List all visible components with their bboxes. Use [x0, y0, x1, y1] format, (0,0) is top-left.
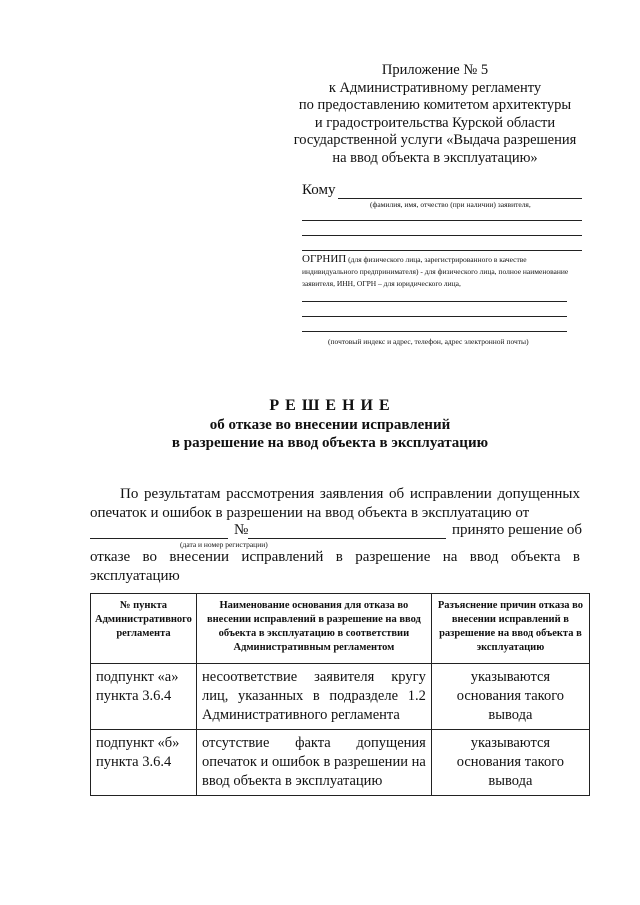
ogrnip-caption: [302, 254, 577, 290]
registration-caption: (дата и номер регистрации): [180, 540, 268, 549]
appendix-line: и градостроительства Курской области: [314, 114, 556, 131]
table-cell-explanation: указываются основания такого вывода: [431, 664, 589, 730]
number-sign: №: [234, 522, 249, 538]
appendix-line: государственной услуги «Выдача разрешения: [293, 132, 577, 148]
blank-line: [302, 220, 582, 221]
table-row: [91, 664, 590, 730]
table-cell-reason: несоответствие заявителя кругу лиц, указанных в подразделе 1.2 Административного регламента: [196, 664, 431, 730]
ogrnip-text: (для физического лица, зарегистрированного в качестве индивидуального предпринимателя) - для физического лица, полное наименование заявителя, ИНН, ОГРН – для юридического лица,: [302, 255, 569, 288]
accepted-text: принято решение об: [452, 522, 583, 538]
appendix-line: по предоставлению комитетом архитектуры: [298, 97, 572, 113]
column-header: Разъяснение причин отказа во внесении исправлений в разрешение на ввод объекта в эксплуатацию: [431, 594, 589, 664]
appendix-line: на ввод объекта в эксплуатацию»: [332, 149, 538, 166]
postal-caption: (почтовый индекс и адрес, телефон, адрес электронной почты): [328, 337, 529, 346]
column-header: № пункта Административного регламента: [91, 594, 197, 664]
date-blank-line: [90, 538, 228, 539]
body-paragraph: По результатам рассмотрения заявления об исправлении допущенных опечаток и ошибок в разрешении на ввод объекта в эксплуатацию от: [90, 486, 580, 521]
to-blank-line: [338, 198, 582, 199]
decision-title: Р Е Ш Е Н И Е: [269, 397, 391, 414]
table-cell-explanation: указываются основания такого вывода: [431, 730, 589, 796]
table-cell-reason: отсутствие факта допущения опечаток и ошибок в разрешении на ввод объекта в эксплуатацию: [196, 730, 431, 796]
decision-subtitle: в разрешение на ввод объекта в эксплуатацию: [171, 435, 489, 451]
blank-line: [302, 301, 567, 302]
column-header: Наименование основания для отказа во внесении исправлений в разрешение на ввод объекта в эксплуатацию в соответствии Административным регламентом: [196, 594, 431, 664]
to-label: Кому: [302, 182, 336, 198]
table-cell-item: подпункт «б» пункта 3.6.4: [91, 730, 197, 796]
table-row: [91, 730, 590, 796]
ogrnip-label: ОГРНИП: [302, 253, 347, 265]
appendix-header: [270, 62, 600, 167]
fio-caption: (фамилия, имя, отчество (при наличии) заявителя,: [370, 200, 531, 209]
table-cell-item: подпункт «а» пункта 3.6.4: [91, 664, 197, 730]
decision-subtitle: об отказе во внесении исправлений: [209, 417, 451, 433]
blank-line: [302, 235, 582, 236]
blank-line: [302, 331, 567, 332]
table-header-row: [91, 594, 590, 664]
refusal-grounds-table: [90, 593, 590, 796]
blank-line: [302, 316, 567, 317]
blank-line: [302, 250, 582, 251]
appendix-title: Приложение № 5: [381, 62, 489, 78]
number-blank-line: [248, 538, 446, 539]
body-paragraph: отказе во внесении исправлений в разрешение на ввод объекта в эксплуатацию: [90, 549, 580, 584]
appendix-line: к Административному регламенту: [328, 79, 542, 96]
